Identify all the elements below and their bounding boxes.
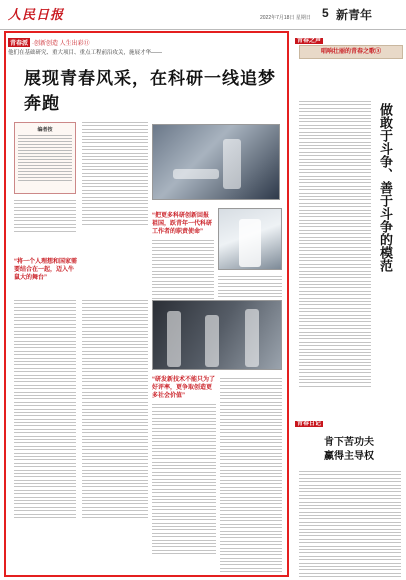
body-column-3 [152,240,214,301]
right-bottom-headline-1[interactable]: 肯下苦功夫 [324,437,374,448]
body-column-4 [218,276,282,300]
right-bottom-tag [295,418,325,427]
right-column-title: 唱响壮丽的青春之歌③ [299,45,403,59]
right-bottom-tag-label: 青春日记 [297,421,322,427]
section-tag [8,38,90,47]
newspaper-logo: 人民日报 [8,8,65,23]
article-subtitle: 他们在基础研究、重大项目、重点工程前沿攻关，施展才华—— [8,50,163,56]
right-body-top [299,101,371,389]
body-column-2b [82,300,148,520]
editor-note-title: 编者按 [37,127,53,133]
editor-note-text [18,135,72,181]
body-column-1b [14,300,76,520]
masthead [0,0,406,30]
right-bottom-headline-2[interactable]: 赢得主导权 [324,451,374,462]
dateline: 2022年7月18日 星期日 [260,15,311,21]
right-top-tag-label: 青春之声 [297,38,322,44]
article-headline[interactable]: 展现青春风采，在科研一线追梦奔跑 [24,69,276,114]
pullquote-2: “研发新技术不能只为了好评率，更争取创造更多社会价值” [152,377,216,399]
pullquote-3: “将一个人理想和国家需要结合在一起，迈入牛鼠大的舞台” [14,259,78,281]
section-subtitle: ·创新创造 人生出彩⑪ [32,41,90,47]
editor-note-box [14,122,76,194]
right-body-bottom [299,471,401,580]
pullquote-1: “把更多科研创新回报祖国，跃青年一代科研工作者的职责使命” [152,213,213,235]
body-column-2 [82,122,148,227]
photo-motion-capture-team [152,300,282,370]
photo-lab-researcher [152,124,280,200]
page-number: 5 [322,6,329,20]
right-vertical-headline[interactable]: 做敢于斗争、善于斗争的模范 [377,103,392,272]
right-column [295,31,403,577]
body-column-4b [220,378,282,575]
body-column-3b [152,404,216,557]
section-tag-label: 青春派 [8,38,30,47]
page-name: 新青年 [336,8,373,22]
right-top-tag [295,35,325,44]
photo-scientist-portrait [218,208,282,270]
body-column-1 [14,200,76,234]
